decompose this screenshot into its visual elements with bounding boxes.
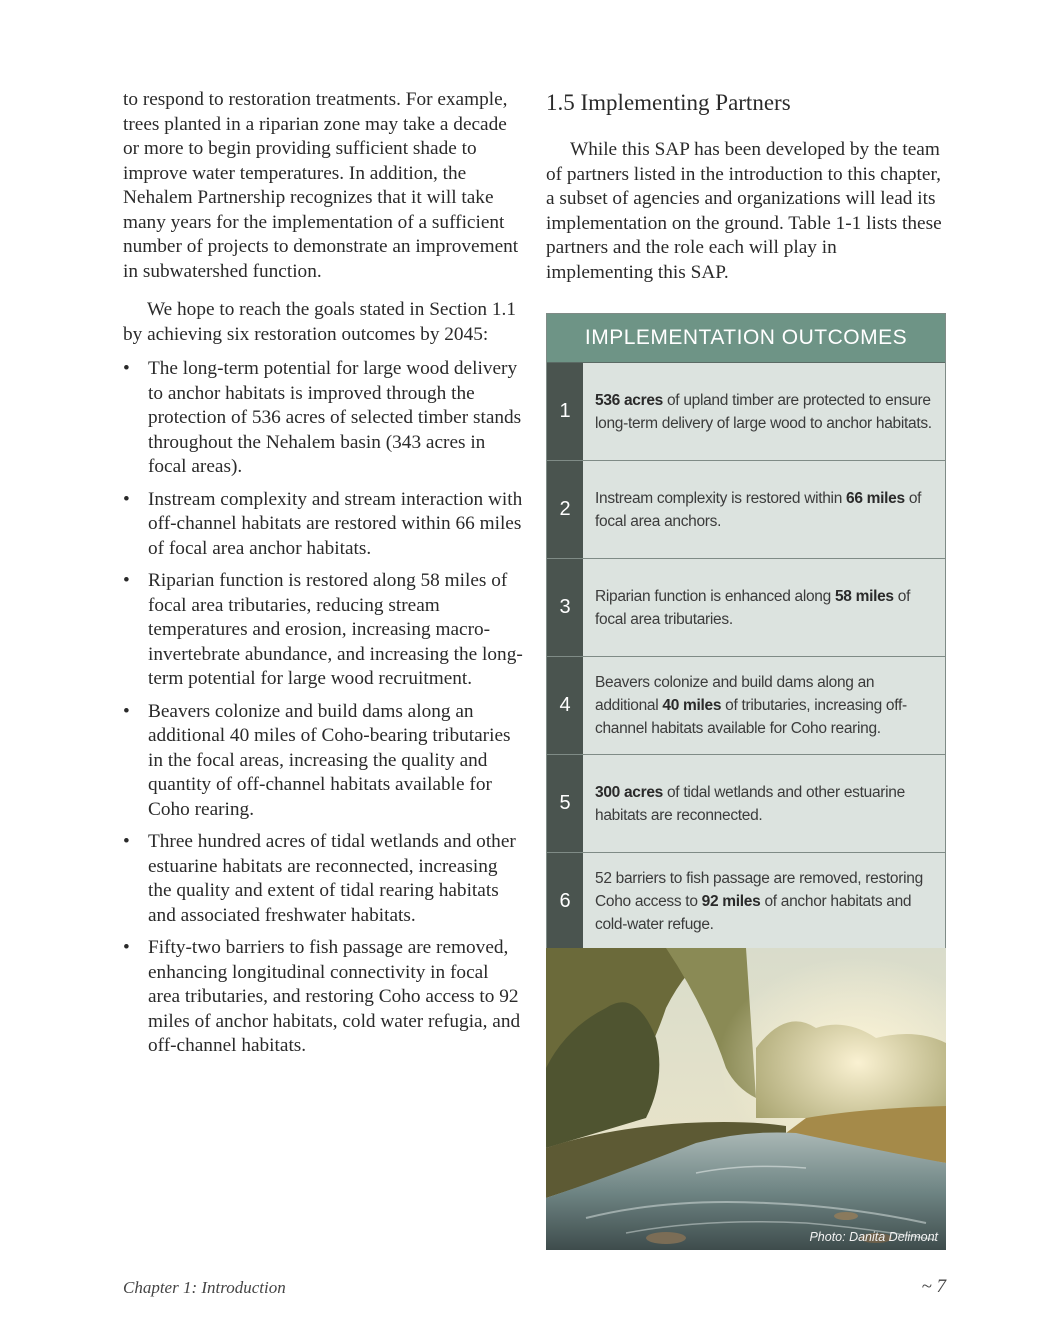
outcome-number: 6 [547,853,583,950]
outcome-row [547,852,945,950]
outcome-number: 3 [547,559,583,656]
partners-paragraph: While this SAP has been developed by the team of partners listed in the introduction to this chapter, a subset of agencies and organizations will lead its implementation on the ground. Table 1-1 lists these partners and the role each will play in implementing this SAP. [546,139,942,283]
photo-credit: Photo: Danita Delimont [809,1230,938,1244]
outcome-description: 52 barriers to fish passage are removed, restoring Coho access to 92 miles of anchor habitats and cold-water refuge. [583,853,945,950]
outcomes-bullet-list [123,357,523,1059]
left-column [123,88,523,1067]
outcome-number: 5 [547,755,583,852]
outcome-row [547,460,945,558]
outcome-row [547,656,945,754]
implementation-outcomes-table [546,313,946,951]
bullet-item: • Beavers colonize and build dams along an additional 40 miles of Coho-bearing tributaries in the focal areas, increasing the quality and quantity of off-channel habitats available for Coho rearing. [123,700,523,823]
outcome-description: Beavers colonize and build dams along an additional 40 miles of tributaries, increasing off-channel habitats available for Coho rearing. [583,657,945,754]
river-photo-image [546,948,946,1250]
bullet-item: • Fifty-two barriers to fish passage are removed, enhancing longitudinal connectivity in focal area tributaries, and restoring Coho access to 92 miles of anchor habitats, cold water refugia, and off-channel habitats. [123,936,523,1059]
table-rows [547,363,945,950]
bullet-item: • Three hundred acres of tidal wetlands and other estuarine habitats are reconnected, increasing the quality and extent of tidal rearing habitats and associated freshwater habitats. [123,830,523,928]
bullet-item: • Riparian function is restored along 58 miles of focal area tributaries, reducing stream temperatures and erosion, increasing macro-invertebrate abundance, and increasing the long-term potential for large wood recruitment. [123,569,523,692]
outcome-row [547,754,945,852]
outcome-number: 1 [547,363,583,460]
section-heading: 1.5 Implementing Partners [546,90,791,115]
outcome-highlight: 536 acres [595,391,663,409]
outcome-row [547,558,945,656]
outcome-description: 300 acres of tidal wetlands and other estuarine habitats are reconnected. [583,755,945,852]
chapter-footer: Chapter 1: Introduction [123,1278,286,1297]
river-photo [546,948,946,1250]
outcome-highlight: 92 miles [701,893,761,910]
table-title: IMPLEMENTATION OUTCOMES [547,314,945,363]
outcome-number: 4 [547,657,583,754]
outcome-highlight: 300 acres [595,783,663,801]
outcome-description: Riparian function is enhanced along 58 miles of focal area tributaries. [583,559,945,656]
intro-paragraph: to respond to restoration treatments. For example, trees planted in a riparian zone may take a decade or more to begin providing sufficient shade to improve water temperatures. In addition, the Nehalem Partnership recognizes that it will take many years for the implementation of a sufficient number of projects to demonstrate an improvement in subwatershed function. [123,89,519,282]
right-column [546,88,946,285]
bullet-item: • Instream complexity and stream interaction with off-channel habitats are restored within 66 miles of focal area anchor habitats. [123,488,523,562]
bullet-item: • The long-term potential for large wood delivery to anchor habitats is improved through the protection of 536 acres of selected timber stands throughout the Nehalem basin (343 acres in focal areas). [123,357,523,480]
outcome-number: 2 [547,461,583,558]
outcome-highlight: 58 miles [834,587,894,605]
outcome-description: 536 acres of upland timber are protected to ensure long-term delivery of large wood to anchor habitats. [583,363,945,460]
page-number: ~ 7 [921,1276,946,1297]
outcome-row [547,363,945,460]
goals-paragraph: We hope to reach the goals stated in Section 1.1 by achieving six restoration outcomes by 2045: [123,299,516,345]
outcome-description: Instream complexity is restored within 66 miles of focal area anchors. [583,461,945,558]
outcome-highlight: 66 miles [846,489,905,507]
outcome-highlight: 40 miles [662,697,722,714]
